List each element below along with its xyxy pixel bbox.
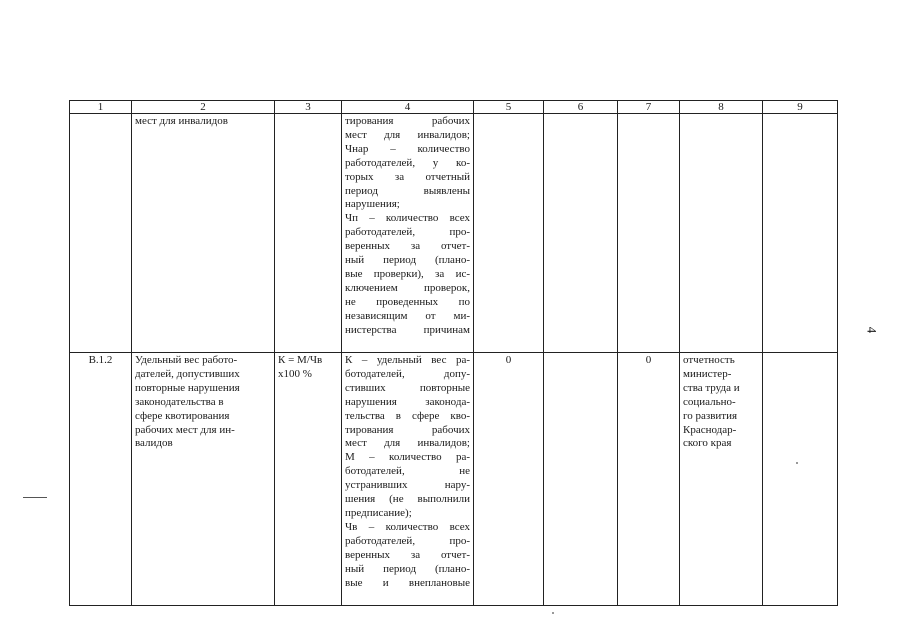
table-row [70, 353, 838, 606]
header-cell-4: 4 [342, 101, 474, 114]
cell-formula [275, 114, 342, 353]
cell-col6 [544, 114, 618, 353]
header-cell-8: 8 [680, 101, 763, 114]
cell-formula-description: тирования рабочих мест для инвалидов; Чнар – количество работодателей, у ко- торых за отчетный период выявлены нарушения; Чп – количество всех работодателей, про- веренных за отчет- ный период (плано- вые проверки), за ис- ключением проверок, не проведенных по независящим от ми- нистерства причинам [342, 114, 474, 353]
scan-mark [23, 497, 47, 498]
scan-speck [552, 612, 554, 614]
table-header-row [70, 101, 838, 114]
cell-code: В.1.2 [70, 353, 132, 606]
page-number: 4 [864, 326, 880, 334]
cell-formula-description: К – удельный вес ра- ботодателей, допу- стивших повторные нарушения законода- тельства в сфере кво- тирования рабочих мест для инвалидов; М – количество ра- ботодателей, не устранивших нару- шения (не выполнили предписание); Чв – количество всех работодателей, про- веренных за отчет- ный период (плано- вые и внеплановые [342, 353, 474, 606]
header-cell-3: 3 [275, 101, 342, 114]
cell-code [70, 114, 132, 353]
cell-col5 [474, 114, 544, 353]
header-cell-9: 9 [763, 101, 838, 114]
header-cell-1: 1 [70, 101, 132, 114]
cell-source [680, 114, 763, 353]
header-cell-5: 5 [474, 101, 544, 114]
cell-indicator: Удельный вес работо- дателей, допустивших повторные нарушения законодательства в сфере квотирования рабочих мест для ин- валидов [132, 353, 275, 606]
cell-col7 [618, 114, 680, 353]
cell-formula: К = М/Чв х100 % [275, 353, 342, 606]
cell-col5: 0 [474, 353, 544, 606]
header-cell-2: 2 [132, 101, 275, 114]
scan-speck [796, 462, 798, 464]
header-cell-6: 6 [544, 101, 618, 114]
cell-col6 [544, 353, 618, 606]
indicator-table [69, 100, 838, 606]
cell-col9 [763, 353, 838, 606]
cell-col7: 0 [618, 353, 680, 606]
cell-source: отчетность министер- ства труда и социально- го развития Краснодар- ского края [680, 353, 763, 606]
header-cell-7: 7 [618, 101, 680, 114]
table-row [70, 114, 838, 353]
cell-indicator: мест для инвалидов [132, 114, 275, 353]
cell-col9 [763, 114, 838, 353]
